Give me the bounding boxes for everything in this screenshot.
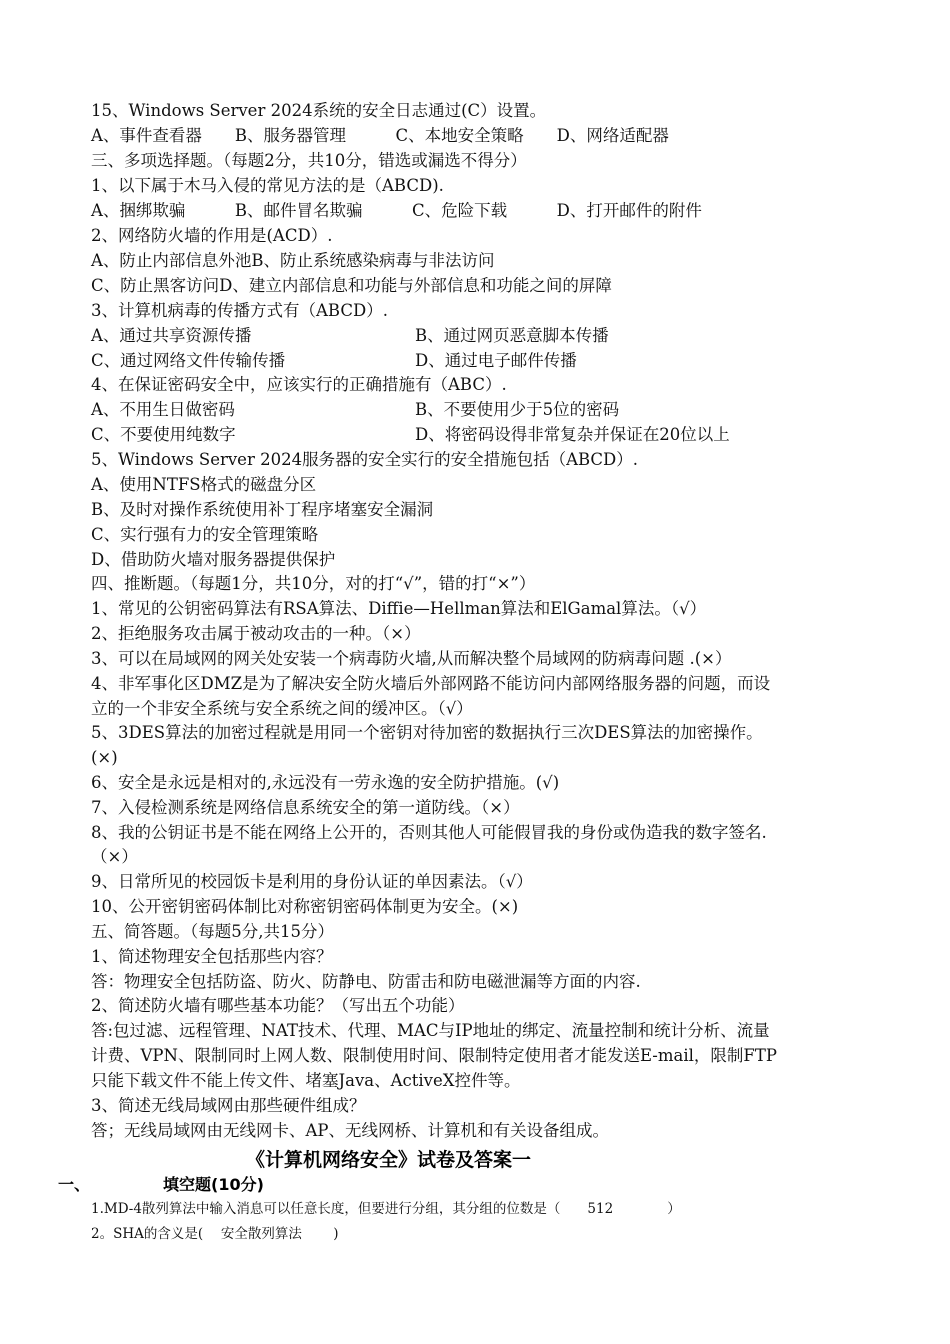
mc-question-3-option-c: C、通过网络文件传输传播: [91, 351, 286, 370]
mc-question-4-option-c: C、不要使用纯数字: [91, 425, 236, 444]
section-one-title: 填空题(10分): [163, 1175, 264, 1194]
mc-question-2: 2、网络防火墙的作用是(ACD）.: [91, 226, 333, 245]
mc-question-3-option-d: D、通过电子邮件传播: [415, 351, 577, 370]
sa-answer-2-line-2: 计费、VPN、限制同时上网人数、限制使用时间、限制特定使用者才能发送E-mail，限制FTP: [91, 1046, 777, 1065]
mc-question-3: 3、计算机病毒的传播方式有（ABCD）.: [91, 301, 388, 320]
sa-question-3: 3、简述无线局域网由那些硬件组成？: [91, 1096, 366, 1115]
mc-question-5-option-a: A、使用NTFS格式的磁盘分区: [91, 475, 317, 494]
tf-question-8-line-1: 8、我的公钥证书是不能在网络上公开的，否则其他人可能假冒我的身份或伪造我的数字签名.: [91, 823, 767, 842]
mc-question-4: 4、在保证密码安全中，应该实行的正确措施有（ABC）.: [91, 375, 507, 394]
mc-question-4-option-d: D、将密码设得非常复杂并保证在20位以上: [415, 425, 730, 444]
mc-question-3-option-a: A、通过共享资源传播: [91, 326, 252, 345]
fill-blank-question-1: 1.MD-4散列算法中输入消息可以任意长度，但要进行分组，其分组的位数是（ 512 ）: [91, 1201, 681, 1217]
sa-answer-3: 答；无线局域网由无线网卡、AP、无线网桥、计算机和有关设备组成。: [91, 1121, 610, 1140]
section-heading-multiple-choice: 三、多项选择题。（每题2分，共10分，错选或漏选不得分）: [91, 151, 527, 170]
tf-question-6: 6、安全是永远是相对的,永远没有一劳永逸的安全防护措施。(√): [91, 773, 560, 792]
mc-question-5: 5、Windows Server 2024服务器的安全实行的安全措施包括（ABCD）.: [91, 450, 639, 469]
tf-question-7: 7、入侵检测系统是网络信息系统安全的第一道防线。（×）: [91, 798, 520, 817]
question-15-options: A、事件查看器 B、服务器管理 C、本地安全策略 D、网络适配器: [91, 126, 669, 145]
tf-question-1: 1、常见的公钥密码算法有RSA算法、Diffie—Hellman算法和ElGamal算法。（√）: [91, 599, 707, 618]
tf-question-4-line-1: 4、非军事化区DMZ是为了解决安全防火墙后外部网路不能访问内部网络服务器的问题，而设: [91, 674, 771, 693]
tf-question-5-line-2: (×): [91, 748, 118, 767]
tf-question-2: 2、拒绝服务攻击属于被动攻击的一种。（×）: [91, 624, 421, 643]
fill-blank-question-2: 2。SHA的含义是( 安全散列算法 ): [91, 1226, 339, 1242]
mc-question-3-option-b: B、通过网页恶意脚本传播: [415, 326, 609, 345]
exam-title: 《计算机网络安全》试卷及答案一: [246, 1149, 532, 1171]
sa-question-2: 2、简述防火墙有哪些基本功能？（写出五个功能）: [91, 996, 465, 1015]
sa-answer-1: 答：物理安全包括防盗、防火、防静电、防雷击和防电磁泄漏等方面的内容.: [91, 972, 641, 991]
mc-question-2-options-ab: A、防止内部信息外池B、防止系统感染病毒与非法访问: [91, 251, 495, 270]
tf-question-5-line-1: 5、3DES算法的加密过程就是用同一个密钥对待加密的数据执行三次DES算法的加密操作。: [91, 723, 763, 742]
tf-question-9: 9、日常所见的校园饭卡是利用的身份认证的单因素法。（√）: [91, 872, 533, 891]
tf-question-8-line-2: （×）: [91, 847, 138, 866]
tf-question-4-line-2: 立的一个非安全系统与安全系统之间的缓冲区。（√）: [91, 699, 473, 718]
tf-question-3: 3、可以在局域网的网关处安装一个病毒防火墙,从而解决整个局域网的防病毒问题 .(×）: [91, 649, 732, 668]
tf-question-10: 10、公开密钥密码体制比对称密钥密码体制更为安全。(×): [91, 897, 519, 916]
mc-question-4-option-b: B、不要使用少于5位的密码: [415, 400, 620, 419]
mc-question-5-option-d: D、借助防火墙对服务器提供保护: [91, 550, 336, 569]
mc-question-1: 1、以下属于木马入侵的常见方法的是（ABCD).: [91, 176, 444, 195]
mc-question-1-options: A、捆绑欺骗 B、邮件冒名欺骗 C、危险下载 D、打开邮件的附件: [91, 201, 702, 220]
section-heading-true-false: 四、推断题。（每题1分，共10分，对的打“√”，错的打“×”）: [91, 574, 536, 593]
mc-question-5-option-c: C、实行强有力的安全管理策略: [91, 525, 319, 544]
sa-answer-2-line-1: 答:包过滤、远程管理、NAT技术、代理、MAC与IP地址的绑定、流量控制和统计分析、流量: [91, 1021, 770, 1040]
mc-question-5-option-b: B、及时对操作系统使用补丁程序堵塞安全漏洞: [91, 500, 434, 519]
mc-question-2-options-cd: C、防止黑客访问D、建立内部信息和功能与外部信息和功能之间的屏障: [91, 276, 612, 295]
section-heading-short-answer: 五、简答题。（每题5分,共15分）: [91, 922, 334, 941]
section-one-number: 一、: [58, 1175, 91, 1194]
sa-answer-2-line-3: 只能下载文件不能上传文件、堵塞Java、ActiveX控件等。: [91, 1071, 521, 1090]
question-15: 15、Windows Server 2024系统的安全日志通过(C）设置。: [91, 101, 547, 120]
mc-question-4-option-a: A、不用生日做密码: [91, 400, 235, 419]
sa-question-1: 1、简述物理安全包括那些内容？: [91, 947, 333, 966]
